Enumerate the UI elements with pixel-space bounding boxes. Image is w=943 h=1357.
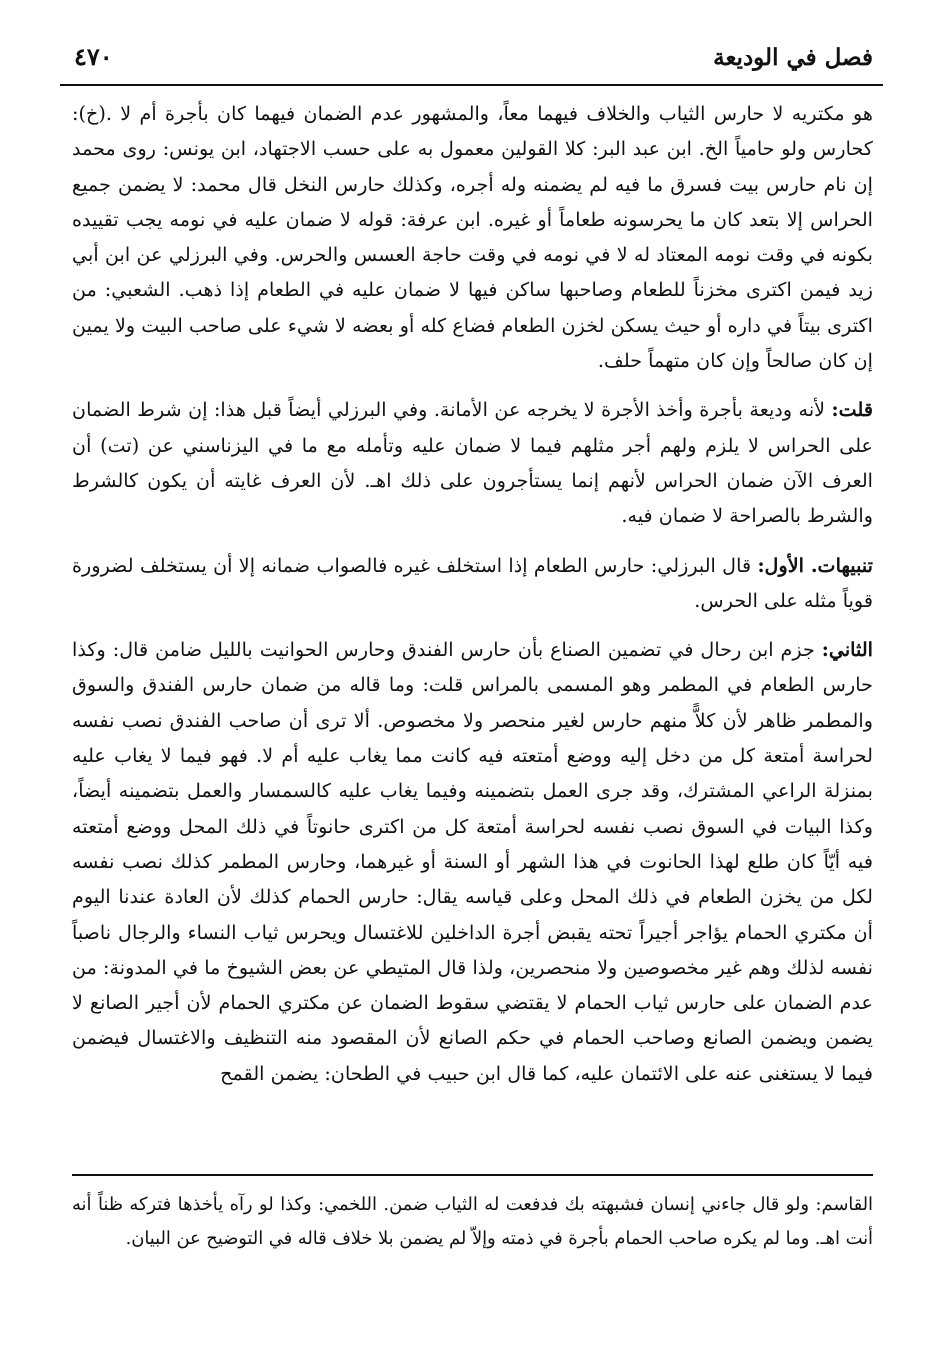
main-text — [72, 96, 873, 1091]
footnote-divider — [72, 1174, 873, 1176]
paragraph-text: جزم ابن رحال في تضمين الصناع بأن حارس الفندق وحارس الحوانيت بالليل ضامن قال: وكذا حارس الطعام في المطمر وهو المسمى بالمراس قلت: وما قاله من ضمان حارس الفندق والسوق والمطمر ظاهر لأن كلاًّ منهم حارس لغير منحصر ولا مخصوص. ألا ترى أن صاحب الفندق نصب نفسه لحراسة أمتعة كل من دخل إليه ووضع أمتعته فيه كانت مما يغاب عليه أم لا. فهو فيما لا يغاب عليه بمنزلة الراعي المشترك، وقد جرى العمل بتضمينه وفيما يغاب عليه كالسمسار والعمل بتضمينه أيضاً، وكذا البيات في السوق نصب نفسه لحراسة أمتعة كل من اكترى حانوتاً في ذلك المحل ووضع أمتعته فيه أيّاً كان طلع لهذا الحانوت في هذا الشهر أو السنة أو غيرهما، وحارس المطمر كذلك نصب نفسه لكل من يخزن الطعام في ذلك المحل وعلى قياسه يقال: حارس الحمام كذلك لأن العادة عندنا اليوم أن مكتري الحمام يؤاجر أجيراً تحته يقبض أجرة الداخلين للاغتسال ويحرس ثياب النساء والرجال ناصباً نفسه لذلك وهم غير مخصوصين ولا منحصرين، ولذا قال المتيطي عن بعض الشيوخ ما في المدونة: من عدم الضمان على حارس ثياب الحمام لا يقتضي سقوط الضمان عن مكتري الحمام لأن أجير الصانع لا يضمن ويضمن الصانع وصاحب الحمام في حكم الصانع لأن المقصود منه التنظيف والاغتسال فيضمن فيما لا يستغنى عنه على الائتمان عليه، كما قال ابن حبيب في الطحان: يضمن القمح — [72, 638, 873, 1085]
paragraph-lead: قلت: — [831, 398, 873, 422]
paragraph-text: قال البرزلي: حارس الطعام إذا استخلف غيره فالصواب ضمانه إلا أن يستخلف لضرورة قوياً مثله على الحرس. — [72, 553, 873, 612]
paragraph — [72, 548, 873, 619]
paragraph — [72, 96, 873, 378]
paragraph — [72, 632, 873, 1091]
paragraph-lead: الثاني: — [821, 638, 873, 662]
paragraph — [72, 392, 873, 533]
footnote — [72, 1188, 873, 1255]
page-number: ٤٧٠ — [74, 42, 113, 71]
paragraph-lead: تنبيهات. الأول: — [757, 553, 874, 577]
page-header — [60, 38, 883, 86]
paragraph-text: لأنه وديعة بأجرة وأخذ الأجرة لا يخرجه عن الأمانة. وفي البرزلي أيضاً قبل هذا: إن شرط الضمان على الحراس لا يلزم ولهم أجر مثلهم فيما لا ضمان عليه وتأمله مع ما في اليزناسني عن (تت) أن العرف الآن ضمان الحراس لأنهم إنما يستأجرون على ذلك اهـ. لأن العرف غايته أن يكون كالشرط والشرط بالصراحة لا ضمان فيه. — [72, 398, 873, 528]
footnote-text: القاسم: ولو قال جاءني إنسان فشبهته بك فدفعت له الثياب ضمن. اللخمي: وكذا لو رآه يأخذها فتركه ظناً أنه أنت اهـ. وما لم يكره صاحب الحمام بأجرة في ذمته وإلاّ لم يضمن بلا خلاف قاله في التوضيح عن البيان. — [72, 1194, 873, 1249]
paragraph-text: هو مكتريه لا حارس الثياب والخلاف فيهما معاً، والمشهور عدم الضمان فيهما كان بأجرة أم لا .(خ): كحارس ولو حامياً الخ. ابن عبد البر: كلا القولين معمول به على حسب الاجتهاد، ابن يونس: روى محمد إن نام حارس بيت فسرق ما فيه لم يضمنه وله أجره، وكذلك حارس النخل قال محمد: لا يضمن جميع الحراس إلا بتعد كان ما يحرسونه طعاماً أو غيره. ابن عرفة: قوله لا ضمان عليه في نومه يجب تقييده بكونه في وقت نومه المعتاد له لا في نومه في وقت حاجة العسس والحرس. وفي البرزلي عن ابن أبي زيد فيمن اكترى مخزناً للطعام وصاحبها ساكن فيها لا ضمان عليه في الطعام إذا ذهب. الشعبي: من اكترى بيتاً في داره أو حيث يسكن لخزن الطعام فضاع كله أو بعضه لا شيء على صاحب البيت ولا يمين إن كان صالحاً وإن كان متهماً حلف. — [72, 102, 873, 373]
running-title: فصل في الوديعة — [713, 44, 873, 71]
